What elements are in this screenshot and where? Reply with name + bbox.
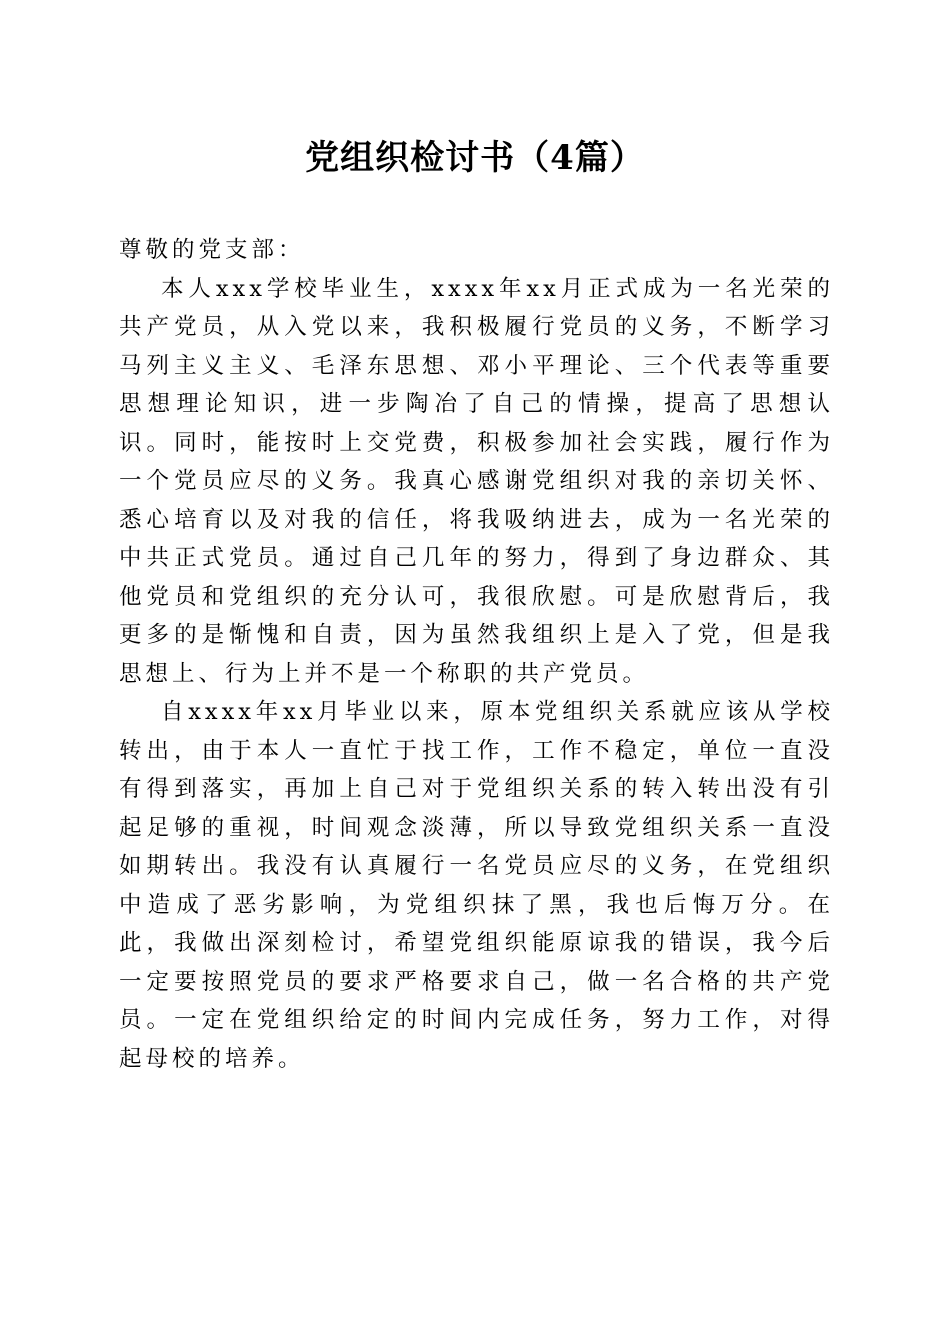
document-body — [119, 231, 834, 1078]
salutation: 尊敬的党支部： — [119, 237, 305, 263]
paragraph-2: 自xxxx年xx月毕业以来，原本党组织关系就应该从学校转出，由于本人一直忙于找工作，工作不稳定，单位一直没有得到落实，再加上自己对于党组织关系的转入转出没有引起足够的重视，时间观念淡薄，所以导致党组织关系一直没如期转出。我没有认真履行一名党员应尽的义务，在党组织中造成了恶劣影响，为党组织抹了黑，我也后悔万分。在此，我做出深刻检讨，希望党组织能原谅我的错误，我今后一定要按照党员的要求严格要求自己，做一名合格的共产党员。一定在党组织给定的时间内完成任务，努力工作，对得起母校的培养。 — [119, 699, 834, 1072]
paragraph-1: 本人xxx学校毕业生，xxxx年xx月正式成为一名光荣的共产党员，从入党以来，我积极履行党员的义务，不断学习马列主义主义、毛泽东思想、邓小平理论、三个代表等重要思想理论知识，进一步陶冶了自己的情操，提高了思想认识。同时，能按时上交党费，积极参加社会实践，履行作为一个党员应尽的义务。我真心感谢党组织对我的亲切关怀、悉心培育以及对我的信任，将我吸纳进去，成为一名光荣的中共正式党员。通过自己几年的努力，得到了身边群众、其他党员和党组织的充分认可，我很欣慰。可是欣慰背后，我更多的是惭愧和自责，因为虽然我组织上是入了党，但是我思想上、行为上并不是一个称职的共产党员。 — [119, 275, 834, 687]
document-title: 党组织检讨书（4篇） — [305, 138, 645, 178]
